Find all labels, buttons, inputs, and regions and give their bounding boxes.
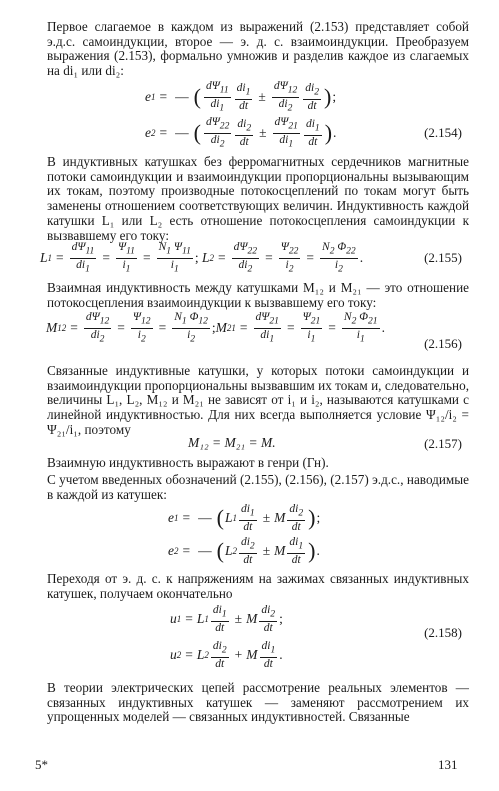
equation-number-2-156: (2.156) xyxy=(424,336,462,351)
equation-2-158-number-row xyxy=(40,622,476,642)
paragraph-2: В индуктивных катушках без ферромагнитных сердечников магнитные потоки самоиндукции и взаимоиндукции пропорциональны вызывающим их токам, поэтому производные потокосцеплений по токам могут быть заменены отношением соответствующих величин. Индуктивность каждой катушки L₁ или L₂ есть отношение потокосцепления самоиндукции к вызвавшему его току: xyxy=(47,154,469,243)
paragraph-3: Взаимная индуктивность между катушками M₁₂ и M₂₁ — это отношение потокосцепления взаимоиндукции к вызвавшему его току: xyxy=(47,280,469,310)
page-number: 131 xyxy=(438,757,458,772)
equation-2-156-number-row xyxy=(40,333,476,353)
paragraph-8: В теории электрических цепей рассмотрение реальных элементов — связанных индуктивных катушек — заменяют рассмотрением их упрощенных моделей — связанных индуктивностей. Связанные xyxy=(47,680,469,725)
equation-u2: u 2 = L 2 $\frac{di_2}{dt}$ + M $\frac{di_1}{dt}$ . xyxy=(170,640,283,670)
mutual-inductance-equality: M₁₂ = M₂₁ = M. xyxy=(188,435,276,450)
equation-u1: u 1 = L 1 $\frac{di_1}{dt}$ ± M $\frac{di_2}{dt}$ ; xyxy=(170,604,283,634)
paragraph-6: С учетом введенных обозначений (2.155), (2.156), (2.157) э.д.с., наводимые в каждой из катушек: xyxy=(47,472,469,502)
equation-2-157 xyxy=(40,432,476,454)
equation-e2-inductance: e 2 = — ( L 2 $\frac{di_2}{dt}$ ± M $\frac{di_1}{dt}$ ) . xyxy=(168,536,320,566)
paragraph-7: Переходя от э. д. с. к напряжениям на зажимах связанных индуктивных катушек, получаем окончательно xyxy=(47,571,469,601)
paragraph-4: Связанные индуктивные катушки, у которых потоки самоиндукции и взаимоиндукции пропорциональны вызвавшим их токам и, следовательно, величины L₁, L₂, M₁₂ и M₂₁ не зависят от i₁ и i₂, называются катушками с линейной индуктивностью. Для них всегда выполняется условие Ψ₁₂/i₂ = Ψ₂₁/i₁, поэтому xyxy=(47,363,469,437)
paragraph-1: Первое слагаемое в каждом из выражений (2.153) представляет собой э.д.с. самоиндукции, второе — э. д. с. взаимоиндукции. Преобразуем выражения (2.153), формально умножив и разделив каждое из слагаемых на di₁ или di₂: xyxy=(47,19,469,79)
equation-number-2-158: (2.158) xyxy=(424,625,462,640)
equation-number-2-155: (2.155) xyxy=(424,250,462,265)
paragraph-5: Взаимную индуктивность выражают в генри (Гн). xyxy=(47,455,329,470)
equation-e1: e 1 = — ( $\frac{d\Psi_{11}}{di_1}$ $\frac{di_1}{dt}$ ± $\frac{d\Psi_{12}}{di_2}$ $\frac{di_2}{dt}$ ) ; xyxy=(145,80,337,113)
equation-e1-inductance: e 1 = — ( L 1 $\frac{di_1}{dt}$ ± M $\frac{di_2}{dt}$ ) ; xyxy=(168,503,321,533)
signature-mark: 5* xyxy=(35,757,48,772)
equation-e2: e 2 = — ( $\frac{d\Psi_{22}}{di_2}$ $\frac{di_2}{dt}$ ± $\frac{d\Psi_{21}}{di_1}$ $\frac{di_1}{dt}$ ) . (2.154) xyxy=(145,116,462,149)
equation-number-2-157: (2.157) xyxy=(424,436,462,451)
equation-2-156: M 12 = $\frac{d\Psi_{12}}{di_2}$ = $\frac{\Psi_{12}}{i_2}$ = $\frac{N_1 \Phi_{12}}{i_2}$ ; M 21 = $\frac{d\Psi_{21}}{di_1}$ = $\frac{\Psi_{21}}{i_1}$ = $\frac{N_2 \Phi_{21}}{i_1}$ . xyxy=(46,311,385,344)
equation-2-155: L 1 = $\frac{d\Psi_{11}}{di_1}$ = $\frac{\Psi_{11}}{i_1}$ = $\frac{N_1 \Psi_{11}}{i_1}$ ; L 2 = $\frac{d\Psi_{22}}{di_2}$ = $\frac{\Psi_{22}}{i_2}$ = $\frac{N_2 \Phi_{22}}{i_2}$ . (2.155) xyxy=(40,241,462,274)
equation-number-2-154: (2.154) xyxy=(424,125,462,140)
